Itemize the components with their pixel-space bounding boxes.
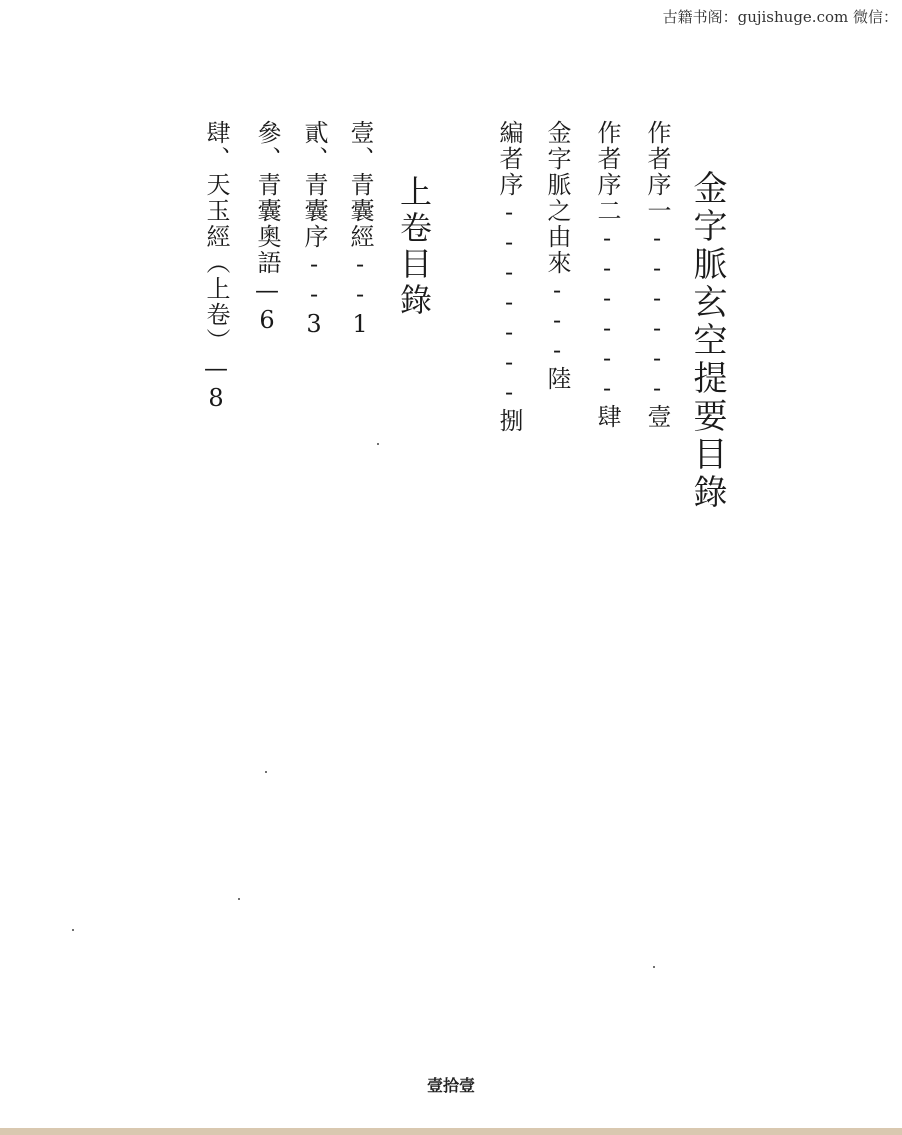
toc-entry-preface-2: 作者序二------肆 xyxy=(593,120,621,430)
scan-speck xyxy=(238,898,240,900)
scan-speck xyxy=(72,929,74,931)
toc-entry-qingnang-xu: 貳、青囊序--3 xyxy=(300,120,328,340)
toc-entry-qingnang-aoyu: 參、青囊奧語—6 xyxy=(253,120,281,336)
scan-speck xyxy=(265,771,267,773)
watermark: 古籍书阁：gujishuge.com 微信： xyxy=(662,8,898,26)
toc-entry-origin: 金字脈之由來---陸 xyxy=(543,120,571,392)
bottom-edge-bar xyxy=(0,1128,902,1135)
toc-entry-qingnang-jing: 壹、青囊經--1 xyxy=(346,120,374,340)
toc-entry-editor-preface: 編者序-------捌 xyxy=(495,120,523,434)
scan-speck xyxy=(653,966,655,968)
toc-entry-tianyu-jing: 肆、天玉經（上卷）—8 xyxy=(202,120,230,414)
toc-entry-preface-1: 作者序一------壹 xyxy=(643,120,671,430)
main-toc-title: 金字脈玄空提要目錄 xyxy=(687,170,727,512)
upper-volume-toc-title: 上卷目錄 xyxy=(395,175,433,319)
page-number: 壹拾壹 xyxy=(426,1076,475,1095)
scan-speck xyxy=(377,443,379,445)
